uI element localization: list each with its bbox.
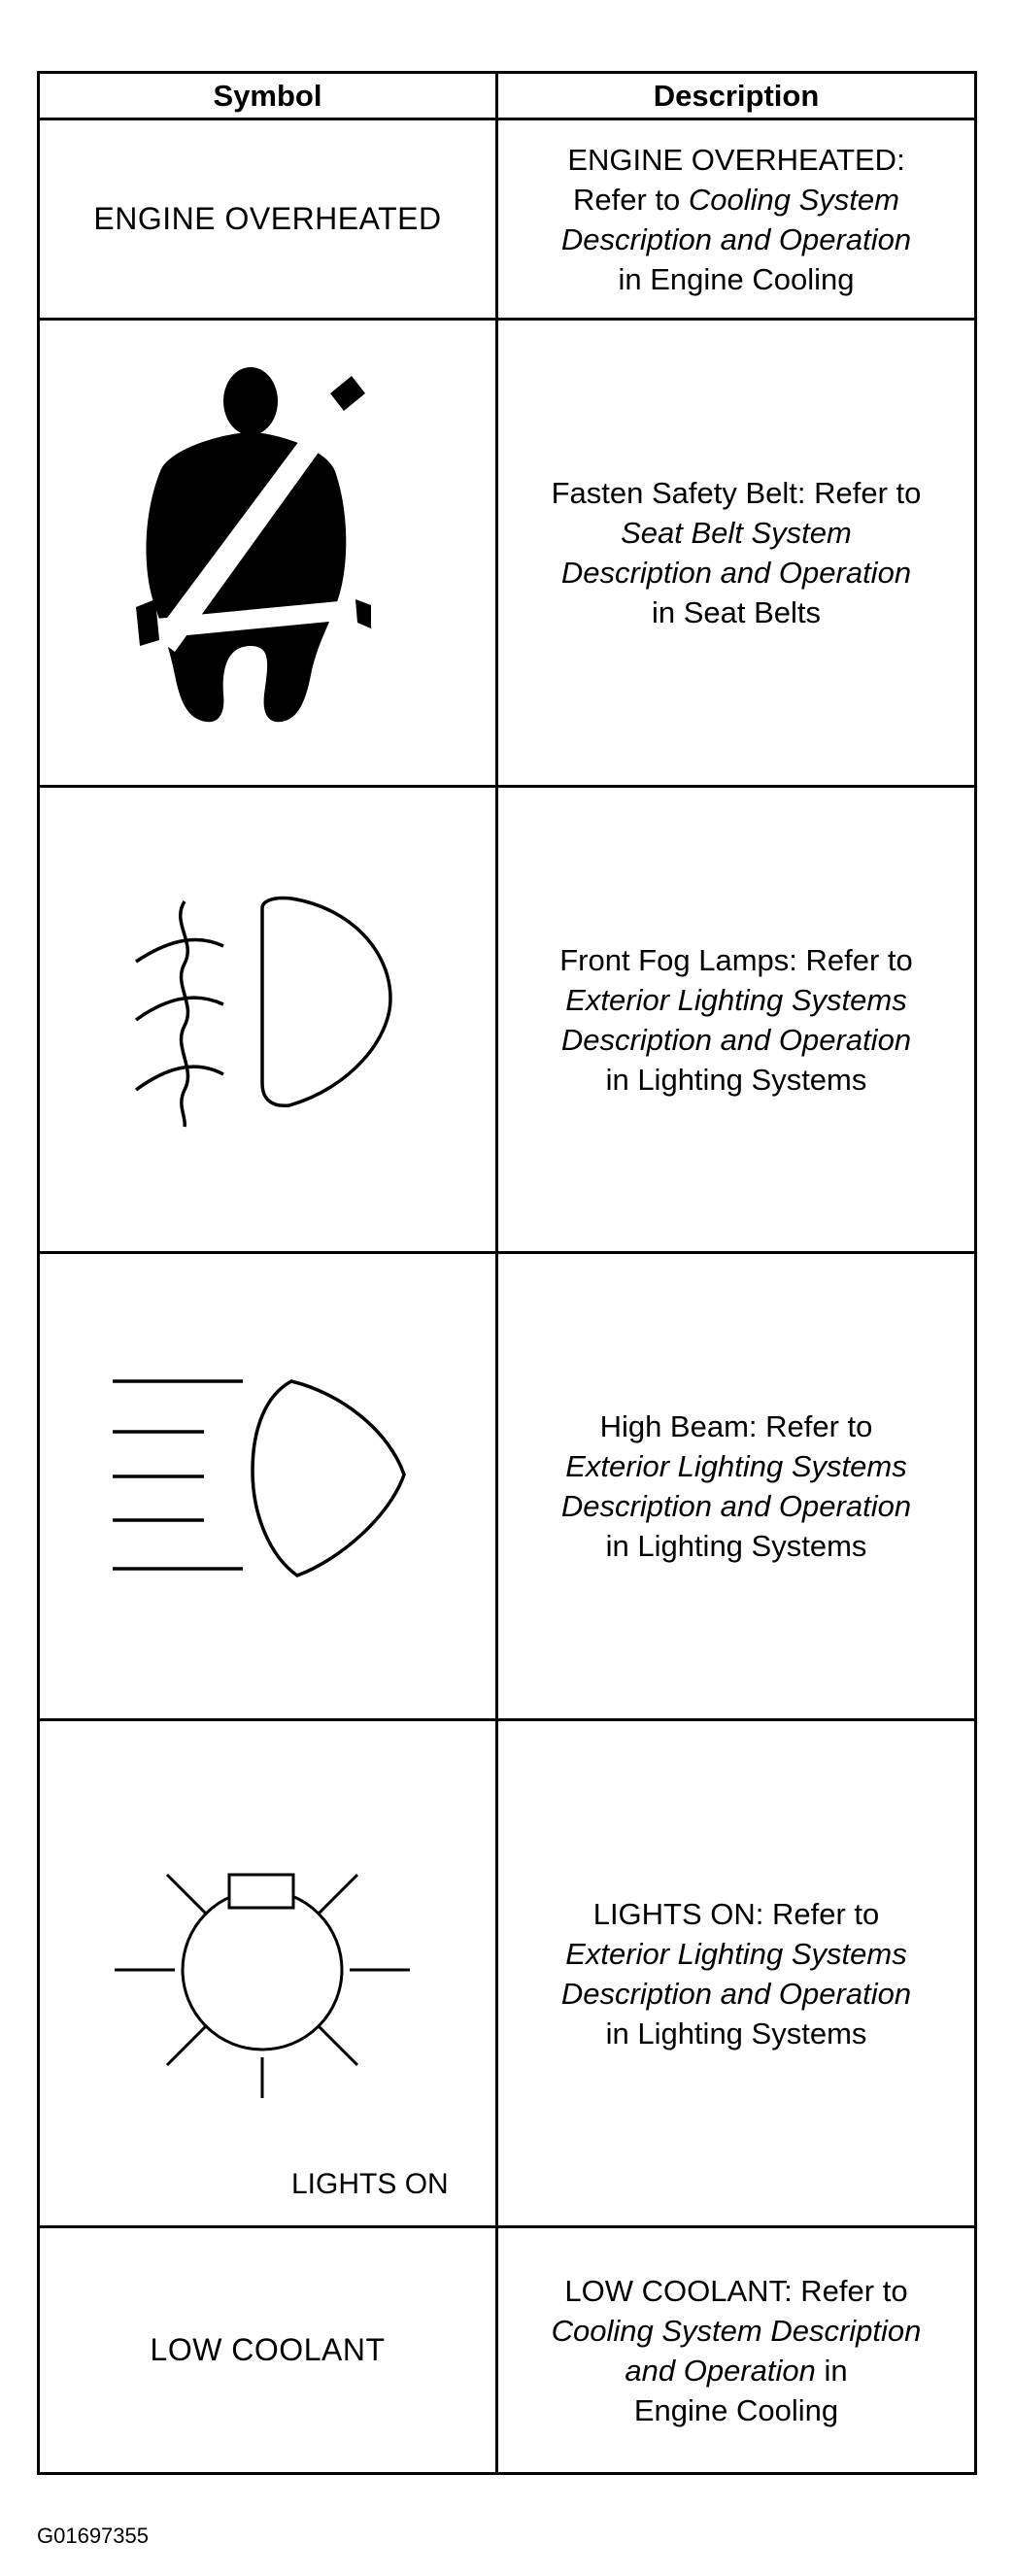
desc-line: Description and Operation	[560, 1022, 912, 1057]
desc-line: and Operation in	[625, 2353, 848, 2388]
description-engine-overheated	[498, 120, 974, 318]
description-lights-on	[498, 1721, 974, 2225]
desc-line: Description and Operation	[560, 556, 912, 590]
header-symbol: Symbol	[213, 78, 322, 113]
desc-line: Seat Belt System	[621, 516, 852, 550]
header-description: Description	[653, 78, 820, 113]
symbol-low-coolant: LOW COOLANT	[150, 2332, 386, 2367]
desc-line: in Seat Belts	[651, 595, 822, 629]
description-high-beam	[498, 1254, 974, 1718]
desc-line: in Lighting Systems	[605, 1529, 867, 1563]
front-fog-lamp-icon	[126, 884, 398, 1136]
desc-line: in Lighting Systems	[605, 2016, 867, 2051]
desc-line: Fasten Safety Belt: Refer to	[551, 476, 922, 510]
seat-belt-icon	[126, 355, 379, 743]
desc-line: ENGINE OVERHEATED:	[567, 142, 905, 177]
lights-on-caption: LIGHTS ON	[291, 2168, 449, 2200]
desc-line: in Engine Cooling	[618, 261, 855, 296]
desc-line: Engine Cooling	[633, 2392, 839, 2427]
desc-line: Exterior Lighting Systems	[565, 982, 907, 1017]
desc-line: in Lighting Systems	[605, 1062, 867, 1097]
figure-code: G01697355	[37, 2524, 149, 2548]
description-low-coolant	[498, 2228, 974, 2472]
symbol-engine-overheated: ENGINE OVERHEATED	[93, 201, 442, 236]
desc-line: Exterior Lighting Systems	[565, 1449, 907, 1483]
desc-line: High Beam: Refer to	[599, 1409, 873, 1443]
desc-line: LOW COOLANT: Refer to	[564, 2273, 908, 2308]
desc-line: Exterior Lighting Systems	[565, 1936, 907, 1971]
desc-line: Cooling System Description	[551, 2313, 922, 2348]
lights-on-icon	[107, 1807, 418, 2118]
desc-line: Refer to Cooling System	[573, 182, 899, 217]
high-beam-icon	[107, 1370, 418, 1593]
desc-line: LIGHTS ON: Refer to	[592, 1896, 880, 1931]
description-seat-belt	[498, 321, 974, 785]
desc-line: Description and Operation	[560, 1489, 912, 1523]
desc-line: Description and Operation	[560, 1976, 912, 2011]
desc-line: Description and Operation	[560, 221, 912, 256]
description-front-fog-lamps	[498, 788, 974, 1251]
desc-line: Front Fog Lamps: Refer to	[559, 942, 913, 977]
